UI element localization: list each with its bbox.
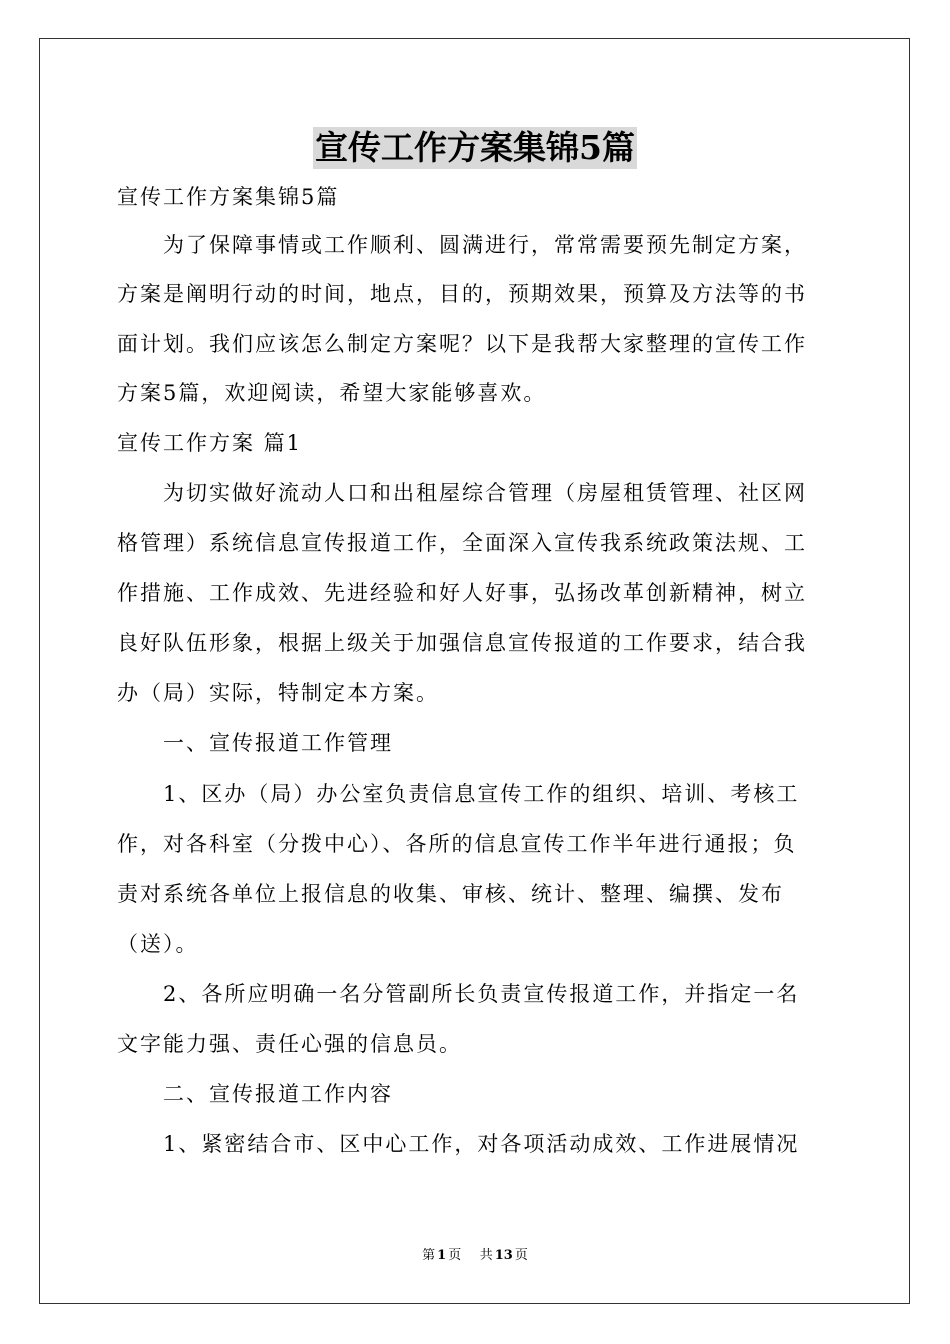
text-line: 办（局）实际，特制定本方案。 xyxy=(117,681,439,705)
text-line: 作，对各科室（分拨中心）、各所的信息宣传工作半年进行通报；负 xyxy=(117,832,797,856)
text-line: 二、宣传报道工作内容 xyxy=(117,1082,393,1106)
text-line: 宣传工作方案 篇1 xyxy=(117,431,303,455)
text-line: 1、紧密结合市、区中心工作，对各项活动成效、工作进展情况 xyxy=(117,1132,800,1156)
text-line: 1、区办（局）办公室负责信息宣传工作的组织、培训、考核工 xyxy=(117,782,800,806)
title-container xyxy=(0,127,950,169)
text-line: 格管理）系统信息宣传报道工作，全面深入宣传我系统政策法规、工 xyxy=(117,531,807,555)
page-suffix: 页 xyxy=(448,1248,462,1263)
page-number: 1 xyxy=(437,1248,447,1263)
text-line: 责对系统各单位上报信息的收集、审核、统计、整理、编撰、发布 xyxy=(117,882,784,906)
text-line: 为了保障事情或工作顺利、圆满进行，常常需要预先制定方案， xyxy=(117,233,807,257)
text-line: 宣传工作方案集锦5篇 xyxy=(117,185,340,209)
page-border xyxy=(39,38,910,1304)
text-line: 为切实做好流动人口和出租屋综合管理（房屋租赁管理、社区网 xyxy=(117,481,807,505)
text-line: 方案是阐明行动的时间，地点，目的，预期效果，预算及方法等的书 xyxy=(117,282,807,306)
text-line: 方案5篇，欢迎阅读，希望大家能够喜欢。 xyxy=(117,381,547,405)
total-pages: 13 xyxy=(494,1248,513,1263)
page-prefix: 第 xyxy=(422,1248,436,1263)
text-line: （送）。 xyxy=(117,932,199,956)
text-line: 2、各所应明确一名分管副所长负责宣传报道工作，并指定一名 xyxy=(117,982,800,1006)
document-title: 宣传工作方案集锦5篇 xyxy=(315,128,635,167)
page-footer xyxy=(0,1247,950,1265)
text-line: 一、宣传报道工作管理 xyxy=(117,731,393,755)
text-line: 文字能力强、责任心强的信息员。 xyxy=(117,1032,462,1056)
total-prefix: 共 xyxy=(479,1248,493,1263)
total-suffix: 页 xyxy=(514,1248,528,1263)
text-line: 作措施、工作成效、先进经验和好人好事，弘扬改革创新精神，树立 xyxy=(117,581,807,605)
text-line: 良好队伍形象，根据上级关于加强信息宣传报道的工作要求，结合我 xyxy=(117,631,807,655)
text-line: 面计划。我们应该怎么制定方案呢？以下是我帮大家整理的宣传工作 xyxy=(117,332,807,356)
